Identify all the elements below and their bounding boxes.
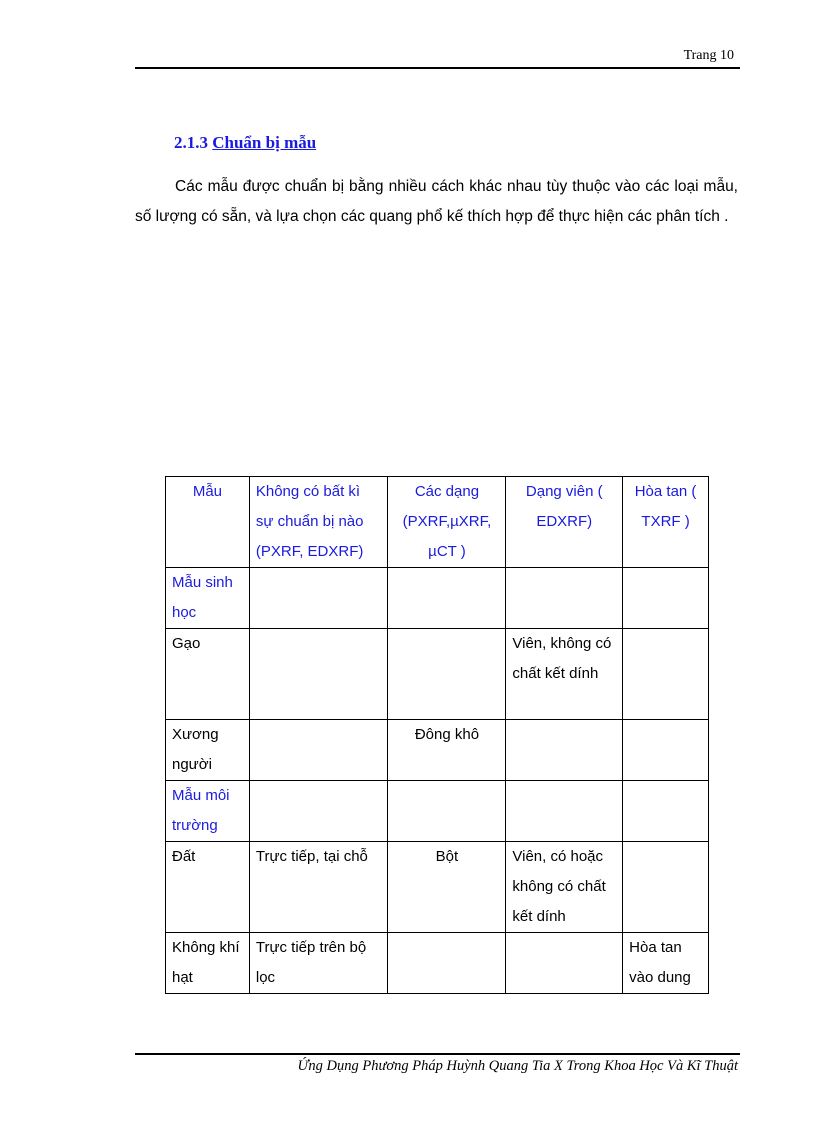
section-title: Chuẩn bị mẫu bbox=[212, 133, 317, 152]
table-row bbox=[166, 629, 709, 720]
section-heading bbox=[174, 133, 316, 153]
table-cell bbox=[623, 720, 709, 781]
row-label: Không khí hạt bbox=[166, 933, 250, 994]
header-cell-dissolved: Hòa tan ( TXRF ) bbox=[623, 477, 709, 568]
table-row bbox=[166, 781, 709, 842]
table-cell bbox=[388, 629, 506, 720]
section-number: 2.1.3 bbox=[174, 133, 208, 152]
row-label-category: Mẫu sinh học bbox=[166, 568, 250, 629]
table-cell bbox=[623, 568, 709, 629]
table-cell bbox=[623, 629, 709, 720]
page-number: Trang 10 bbox=[683, 48, 734, 63]
table-cell bbox=[506, 781, 623, 842]
row-label-category: Mẫu môi trường bbox=[166, 781, 250, 842]
header-rule bbox=[135, 67, 740, 69]
table-cell: Viên, không có chất kết dính bbox=[506, 629, 623, 720]
table-cell bbox=[249, 629, 388, 720]
table-cell bbox=[388, 781, 506, 842]
header-cell-pellet: Dạng viên ( EDXRF) bbox=[506, 477, 623, 568]
row-label: Xương người bbox=[166, 720, 250, 781]
table-cell bbox=[249, 781, 388, 842]
row-label: Gạo bbox=[166, 629, 250, 720]
table-cell bbox=[388, 568, 506, 629]
table-cell bbox=[249, 568, 388, 629]
table-cell: Đông khô bbox=[388, 720, 506, 781]
table-cell: Trực tiếp trên bộ lọc bbox=[249, 933, 388, 994]
table-row bbox=[166, 568, 709, 629]
intro-paragraph: Các mẫu được chuẩn bị bằng nhiều cách khác nhau tùy thuộc vào các loại mẫu, số lượng có sẵn, và lựa chọn các quang phổ kế thích hợp để thực hiện các phân tích . bbox=[135, 178, 738, 225]
table-header-row bbox=[166, 477, 709, 568]
header-cell-no-preparation: Không có bất kì sự chuẩn bị nào (PXRF, EDXRF) bbox=[249, 477, 388, 568]
footer-rule bbox=[135, 1053, 740, 1055]
table-cell bbox=[506, 568, 623, 629]
table-row bbox=[166, 720, 709, 781]
table-cell: Trực tiếp, tại chỗ bbox=[249, 842, 388, 933]
sample-preparation-table bbox=[165, 476, 709, 994]
table-cell: Bột bbox=[388, 842, 506, 933]
table-cell bbox=[506, 933, 623, 994]
table-cell bbox=[506, 720, 623, 781]
row-label: Đất bbox=[166, 842, 250, 933]
table-cell bbox=[388, 933, 506, 994]
table-row bbox=[166, 842, 709, 933]
header-cell-sample: Mẫu bbox=[166, 477, 250, 568]
table-cell bbox=[623, 842, 709, 933]
table-cell bbox=[249, 720, 388, 781]
table-cell: Hòa tan vào dung bbox=[623, 933, 709, 994]
table-row bbox=[166, 933, 709, 994]
table-cell: Viên, có hoặc không có chất kết dính bbox=[506, 842, 623, 933]
footer-title: Ứng Dụng Phương Pháp Huỳnh Quang Tia X Trong Khoa Học Và Kĩ Thuật bbox=[297, 1058, 738, 1074]
header-cell-forms: Các dạng (PXRF,µXRF, µCT ) bbox=[388, 477, 506, 568]
table-cell bbox=[623, 781, 709, 842]
